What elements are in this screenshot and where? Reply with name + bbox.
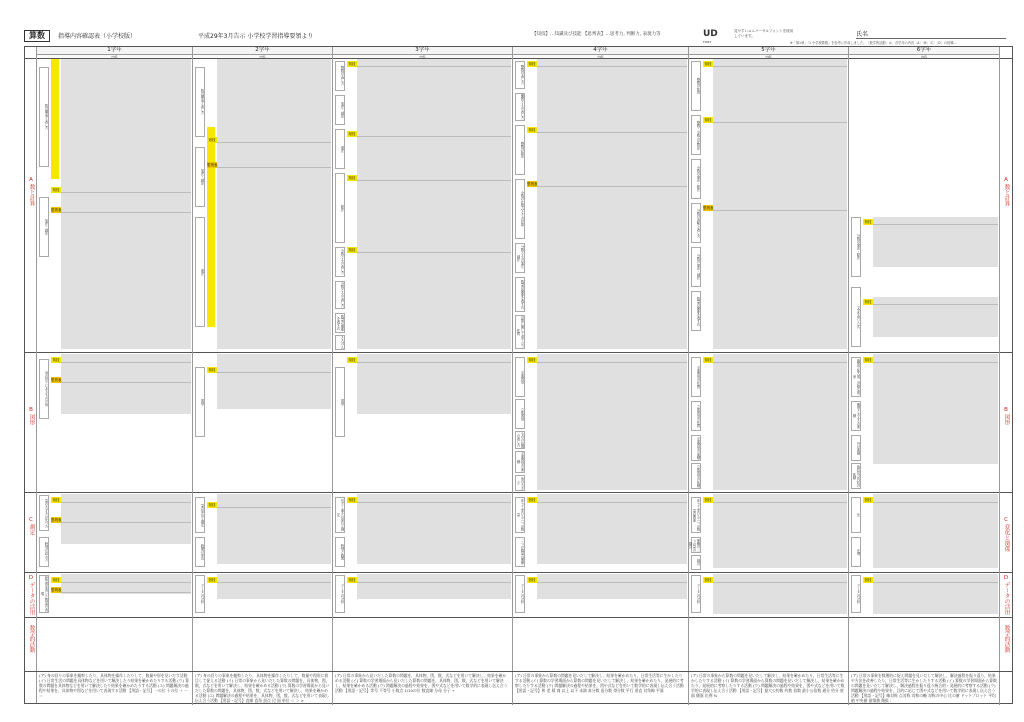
- g4-c-rows: [537, 494, 687, 564]
- g5-area-12: 異種の二つの量の割合: [688, 538, 700, 552]
- g1-row: 思判表: [51, 377, 191, 383]
- g5-area-14: データの分析: [691, 575, 701, 613]
- g5-area-8: 立体図形の性質: [691, 401, 701, 431]
- g5-row: 知技: [703, 357, 847, 363]
- subheader-3: 内容: [333, 54, 513, 58]
- g5-area-6: 数量の関係を表す式: [691, 291, 701, 331]
- g1-content-rows: [61, 59, 191, 349]
- domain-label-right-b: B 図形: [1003, 407, 1010, 425]
- activity-grade-1: (ア) 身の回りの事象を観察したり，具体物を操作したりして，数量や形を見いだす活動 (イ) 日常生活の問題を具体物などを用いて解決したり結果を確かめたりする活動 (ウ) 算数の問題を具体物などを用いて解決したり結果を確かめたりする活動 (エ) 問題解決の過程や結果を，具体物や図などを用いて表現する活動 【用語・記号】一の位 十の位 ＋ － ＝: [37, 672, 193, 705]
- g3-row: 知技: [347, 175, 511, 181]
- activity-grade-2: (ア) 身の回りの事象を観察したり，具体物を操作したりして，数量や図形に着目して捉える活動 (イ) 日常の事象から見いだした算数の問題を，具体物，図，数，式などを用いて解決し，結果を確かめる活動 (ウ) 算数の学習場面から見いだした算数の問題を，具体物，図，数，式などを用いて解決し，結果を確かめる活動 (エ) 問題解決の過程や結果を，具体物，図，数，式などを用いて表現し伝え合う活動 【用語・記号】直線 直角 頂点 辺 面 単位 ＜ ＞ ×: [193, 672, 333, 705]
- name-label: 氏名: [856, 31, 869, 38]
- g3-row: 知技: [347, 577, 511, 583]
- domain-label-right-d: D データの活用: [1003, 575, 1010, 615]
- g3-area-4: 除法: [335, 173, 345, 243]
- g1-area-3: 身の回りにあるものの形: [39, 359, 49, 419]
- ud-font-logo: UD FONT: [703, 29, 718, 44]
- g4-row: 知技: [527, 127, 687, 133]
- g3-area-12: データの分析: [335, 575, 345, 613]
- g6-row: 知技: [863, 357, 998, 363]
- g2-area-2: 加法・減法: [195, 147, 205, 207]
- g4-row: 知技: [527, 497, 687, 503]
- g6-row: 知技: [863, 577, 998, 583]
- grade-header-5: 5学年: [689, 47, 849, 54]
- g4-area-8: 平面図形: [515, 357, 525, 397]
- g1-row: 思判表: [51, 587, 191, 593]
- domain-label-right-activity: 数学的活動: [1003, 625, 1010, 653]
- g2-area-1: 数の構成と表し方: [195, 67, 205, 137]
- g1-area-2: 加法・減法: [39, 197, 49, 257]
- g3-row: 知技: [347, 357, 511, 363]
- g1-row: 知技: [51, 577, 191, 583]
- g3-area-2: 加法・減法: [335, 95, 345, 125]
- g2-b-rows: [217, 354, 331, 409]
- g6-area-7: 比: [851, 497, 861, 533]
- g3-area-6: 分数とその表し方: [335, 281, 345, 309]
- g6-row: 知技: [863, 497, 998, 503]
- g4-area-10: ものの位置の表し方: [516, 432, 524, 448]
- math-activities-row: [25, 671, 1012, 705]
- activity-grade-6: (ア) 日常の事象を数理的に捉え問題を見いだして解決し，解決過程を振り返り，結果や方法を改善したり，日常生活等に生かしたりする活動 (イ) 算数の学習場面から算数の問題を見いだして解決し，解決過程を振り返り統合的・発展的に考察する活動 (ウ) 問題解決の過程や結果を，目的に応じて図や式などを用いて数学的に表現し伝え合う活動 【用語・記号】線対称 点対称 対称の軸 対称の中心 比の値 ドットプロット 平均値 中央値 最頻値 階級 ∶: [849, 672, 1000, 705]
- g6-area-9: データの分析: [851, 575, 861, 613]
- g4-area-9: 立体図形: [515, 399, 525, 429]
- legend-text: 【知技】…知識及び技能 【思判表】…思考力, 判断力, 表現力等: [532, 32, 661, 37]
- activity-grade-3: (ア) 日常の事象から見いだした算数の問題を，具体物，図，数，式などを用いて解決し，結果を確かめる活動 (イ) 算数の学習場面から見いだした算数の問題を，具体物，図，数，式などを用いて解決し，結果を確かめる活動 (ウ) 問題解決の過程や結果を，図や式などを用いて数学的に表現し伝え合う活動 【用語・記号】等号 不等号 小数点 1/10の位 数直線 分母 分子 ÷: [333, 672, 513, 705]
- grade-header-1: 1学年: [37, 47, 193, 54]
- g2-area-3: 乗法: [195, 217, 205, 327]
- g4-b-rows: [537, 354, 687, 490]
- grade-header-4: 4学年: [513, 47, 689, 54]
- subheader-1: 内容: [37, 54, 193, 58]
- g3-area-3: 乗法: [335, 129, 345, 169]
- domain-label-right-c: C 変化と関係: [1003, 517, 1010, 552]
- column-left-labels: [25, 47, 37, 703]
- subheader-2: 内容: [193, 54, 333, 58]
- font-note: 見やすいユニバーサルフォントを採用しています。: [734, 29, 794, 38]
- g1-row: 知技: [51, 187, 191, 193]
- grade-header-2: 2学年: [193, 47, 333, 54]
- g5-area-13: 割合: [691, 555, 701, 570]
- g5-row: 知技: [703, 497, 847, 503]
- g5-area-5: 分数の加法・減法: [691, 247, 701, 287]
- g4-area-2: 概数とその表し方: [515, 93, 525, 121]
- g6-area-6: 角柱及び円柱の体積: [852, 464, 860, 488]
- grade-header-6: 6学年: [849, 47, 1000, 54]
- g2-area-5: 量の単位と測定: [195, 497, 205, 533]
- g4-area-13: 伴って変わる二つの数量: [516, 499, 524, 531]
- g5-area-3: 小数の乗法・除法: [691, 159, 701, 199]
- g4-area-15: データの分析: [515, 575, 525, 613]
- g3-area-8: そろばん: [335, 335, 345, 350]
- g5-row: 思判表: [703, 205, 847, 211]
- g4-area-14: 二つの数量の関係: [515, 537, 525, 567]
- g2-area-4: 図形: [195, 367, 205, 437]
- grade-header-3: 3学年: [333, 47, 513, 54]
- g3-c-rows: [357, 494, 511, 564]
- g3-area-11: 時刻と時間: [335, 537, 345, 567]
- domain-label-right-a: A 数と計算: [1003, 177, 1010, 206]
- g5-row: 知技: [703, 117, 847, 123]
- activity-grade-5: (ア) 日常の事象から算数の問題を見いだして解決し，結果を確かめたり，日常生活等に生かしたりする活動 (イ) 算数の学習場面から算数の問題を見いだして解決し，結果を確かめたり，発展的に考察したりする活動 (ウ) 問題解決の過程や結果を，図や式などを用いて数学的に表現し伝え合う活動 【用語・記号】最大公約数 約数 倍数 最小公倍数 通分 約分 底面 側面 比例 %: [689, 672, 849, 705]
- g6-area-3: 縮図や拡大図、対称な図形: [851, 357, 861, 397]
- content-table: [24, 46, 1013, 704]
- g4-area-6: 数量の関係を表す式: [515, 277, 525, 312]
- g6-area-1: 分数の乗法・除法: [851, 217, 861, 277]
- g4-row: 知技: [527, 577, 687, 583]
- g3-row: 知技: [347, 497, 511, 503]
- g4-content-rows: [537, 59, 687, 349]
- g2-row: 知技: [207, 502, 331, 508]
- g1-row: 知技: [51, 497, 191, 503]
- g2-area-7: データの分析: [195, 575, 205, 613]
- g1-row: 知技: [51, 357, 191, 363]
- g5-row: 知技: [703, 61, 847, 67]
- page-header: [0, 0, 1024, 46]
- name-line[interactable]: [856, 38, 1006, 39]
- g4-area-5: 分数とその加法・減法: [515, 243, 525, 273]
- sheet-note: ※「第1章」「1 小学校算数」を参考に作成しました。〔数学的活動〕は、各学年の内容〔A〕〔B〕〔C〕〔D〕の指導…: [790, 41, 957, 45]
- g5-content-rows: [713, 59, 847, 349]
- g1-area-1: 数の構成と表し方: [39, 67, 49, 167]
- g6-row: 知技: [863, 299, 998, 305]
- domain-label-left-a: A 数と計算: [28, 177, 35, 206]
- g5-area-1: 整数の性質: [691, 61, 701, 111]
- g6-row: 知技: [863, 219, 998, 225]
- subject-label: 算数: [24, 30, 50, 42]
- domain-label-left-b: B 図形: [28, 407, 35, 425]
- g4-area-4: 小数の仕組みとその計算: [515, 179, 525, 239]
- g3-row: 知技: [347, 131, 511, 137]
- g4-area-3: 整数の除法: [515, 125, 525, 175]
- document-title: 指導内容確認表（小学校版）: [58, 33, 137, 40]
- g6-area-4: 概形とおよその面積: [851, 401, 861, 431]
- g2-row: 思判表: [207, 162, 331, 168]
- g4-area-11: 平面図形の面積: [516, 452, 524, 472]
- g5-area-11: 伴って変わる二つの数量の関係: [692, 499, 700, 531]
- g5-area-7: 平面図形の性質: [691, 357, 701, 397]
- g4-row: 知技: [527, 61, 687, 67]
- domain-label-left-activity: 数学的活動: [28, 625, 35, 653]
- g6-area-5: 円の面積: [851, 435, 861, 461]
- document-source: 平成29年3月告示 小学校学習指導要領より: [198, 33, 314, 40]
- g1-row: 思判表: [51, 207, 191, 213]
- g3-row: 知技: [347, 61, 511, 67]
- g4-area-12: 角の大きさ: [516, 476, 524, 490]
- g5-b-rows: [713, 354, 847, 490]
- g3-area-9: 図形: [335, 367, 345, 437]
- g1-area-4: 量の大きさの比べ方: [39, 495, 49, 531]
- g2-row: 知技: [207, 137, 331, 143]
- g1-b-rows: [61, 354, 191, 414]
- g5-area-4: 分数の意味と表し方: [691, 203, 701, 243]
- g2-row: 知技: [207, 577, 331, 583]
- g2-yellow-band: [207, 127, 215, 327]
- g3-area-10: 長さ・重さの単位と測定: [336, 499, 344, 531]
- domain-label-left-c: C 測定: [28, 517, 35, 535]
- g2-content-rows: [217, 59, 331, 349]
- domain-label-left-d: D データの活用: [28, 575, 35, 615]
- g5-area-10: 立体図形の体積: [691, 463, 701, 489]
- g5-area-9: 平面図形の面積: [691, 435, 701, 461]
- g5-row: 知技: [703, 577, 847, 583]
- g6-b-rows: [873, 354, 998, 464]
- g3-area-5: 小数とその表し方: [335, 247, 345, 277]
- g4-area-7: 計算に関して成り立つ性質: [516, 316, 524, 348]
- g3-content-rows: [357, 59, 511, 349]
- g3-area-1: 整数の表し方: [335, 61, 345, 91]
- g3-row: 知技: [347, 247, 511, 253]
- g1-row: 思判表: [51, 517, 191, 523]
- subheader-6: 内容: [849, 54, 1000, 58]
- g3-b-rows: [357, 354, 511, 414]
- g4-row: 思判表: [527, 181, 687, 187]
- subheader-4: 内容: [513, 54, 689, 58]
- g6-area-2: 文字を用いた式: [851, 287, 861, 347]
- g2-row: 知技: [207, 367, 331, 373]
- g6-c-rows: [873, 494, 998, 568]
- g4-row: 知技: [527, 357, 687, 363]
- g5-area-2: 整数・小数の記数法: [691, 115, 701, 155]
- g1-area-6: 絵や図を用いた数量の表現: [40, 576, 48, 612]
- g3-area-7: 数量の関係を表す式: [336, 315, 344, 331]
- subheader-5: 内容: [689, 54, 849, 58]
- g5-c-rows: [713, 494, 847, 568]
- g1-yellow-band: [51, 59, 59, 179]
- g2-area-6: 時間の単位: [195, 537, 205, 567]
- g1-area-5: 時刻の読み方: [39, 537, 49, 567]
- g4-area-1: 整数の表し方: [515, 61, 525, 89]
- activity-grade-4: (ア) 日常の事象から算数の問題を見いだして解決し，結果を確かめたり，日常生活等に生かしたりする活動 (イ) 算数の学習場面から算数の問題を見いだして解決し，結果を確かめたり，発展的に考察したりする活動 (ウ) 問題解決の過程や結果を，図や式などを用いて数学的に表現し伝え合う活動 【用語・記号】和 差 積 商 以上 以下 未満 真分数 仮分数 帯分数 平行 垂直 対角線 平面: [513, 672, 689, 705]
- g6-area-8: 比例: [851, 537, 861, 567]
